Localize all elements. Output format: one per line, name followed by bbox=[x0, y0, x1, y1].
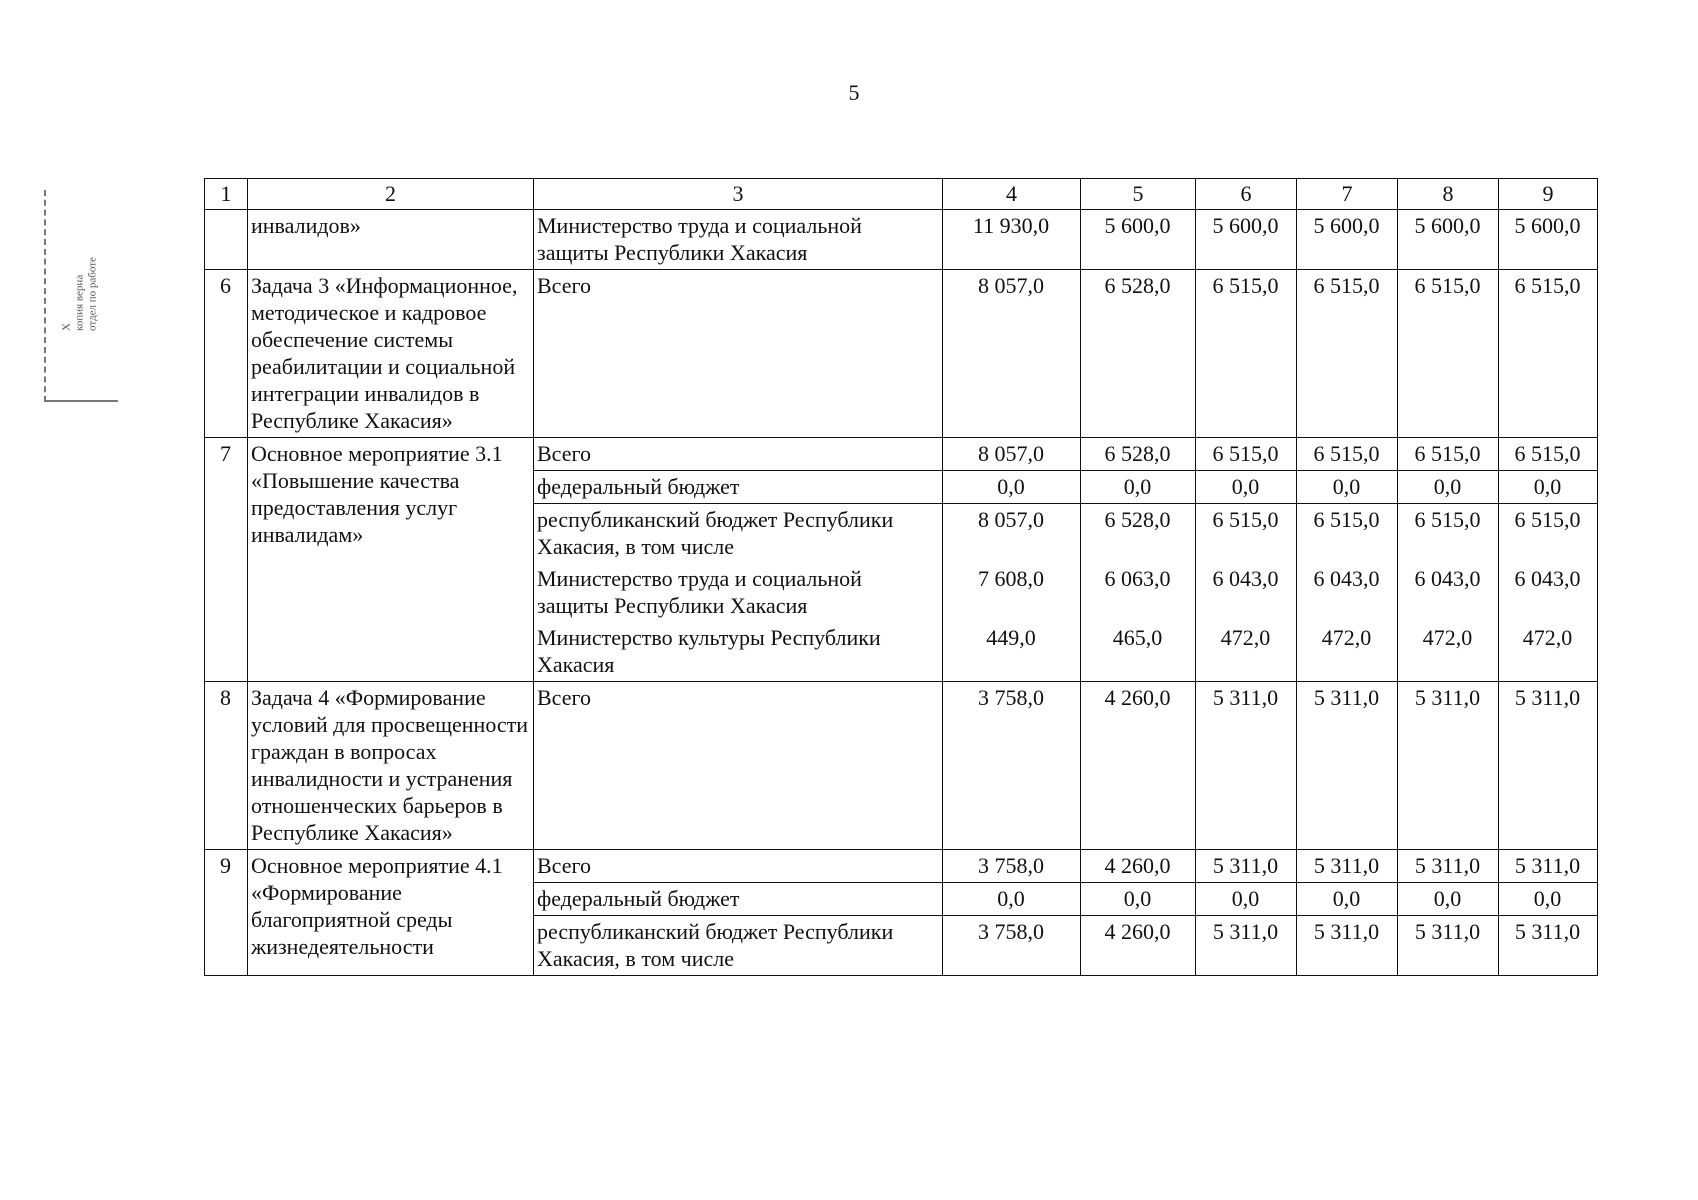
header-cell: 8 bbox=[1398, 179, 1499, 210]
value-cell: 449,0 bbox=[943, 622, 1081, 682]
table-header-row bbox=[205, 179, 1598, 210]
row-name-cell: Задача 4 «Формирование условий для просвещенности граждан в вопросах инвалидности и устранения отношенческих барьеров в Республике Хакасия» bbox=[248, 682, 534, 850]
value-cell: 3 758,0 bbox=[943, 682, 1081, 850]
value-cell: 6 515,0 bbox=[1499, 504, 1598, 564]
value-cell: 6 515,0 bbox=[1499, 438, 1598, 471]
header-cell: 9 bbox=[1499, 179, 1598, 210]
value-cell: 0,0 bbox=[1499, 883, 1598, 916]
row-name-cell: инвалидов» bbox=[248, 210, 534, 270]
row-index-cell bbox=[205, 210, 248, 270]
value-cell: 6 043,0 bbox=[1499, 563, 1598, 622]
table-row bbox=[205, 210, 1598, 270]
value-cell: 0,0 bbox=[1297, 883, 1398, 916]
value-cell: 472,0 bbox=[1297, 622, 1398, 682]
funding-source-cell: Всего bbox=[534, 438, 943, 471]
table-row bbox=[205, 682, 1598, 850]
row-index-cell: 8 bbox=[205, 682, 248, 850]
value-cell: 6 515,0 bbox=[1499, 270, 1598, 438]
value-cell: 6 515,0 bbox=[1398, 504, 1499, 564]
value-cell: 5 311,0 bbox=[1499, 916, 1598, 976]
value-cell: 5 600,0 bbox=[1398, 210, 1499, 270]
value-cell: 0,0 bbox=[943, 883, 1081, 916]
value-cell: 4 260,0 bbox=[1081, 916, 1196, 976]
value-cell: 8 057,0 bbox=[943, 270, 1081, 438]
value-cell: 6 528,0 bbox=[1081, 438, 1196, 471]
row-index-cell: 9 bbox=[205, 850, 248, 976]
funding-source-cell: Министерство труда и социальной защиты Республики Хакасия bbox=[534, 563, 943, 622]
table-row bbox=[205, 850, 1598, 883]
value-cell: 4 260,0 bbox=[1081, 682, 1196, 850]
value-cell: 6 515,0 bbox=[1196, 270, 1297, 438]
row-name-cell: Основное мероприятие 3.1 «Повышение качества предоставления услуг инвалидам» bbox=[248, 438, 534, 682]
funding-source-cell: Министерство культуры Республики Хакасия bbox=[534, 622, 943, 682]
value-cell: 6 043,0 bbox=[1196, 563, 1297, 622]
row-index-cell: 6 bbox=[205, 270, 248, 438]
header-cell: 5 bbox=[1081, 179, 1196, 210]
value-cell: 6 515,0 bbox=[1297, 438, 1398, 471]
funding-source-cell: республиканский бюджет Республики Хакасия, в том числе bbox=[534, 916, 943, 976]
value-cell: 5 600,0 bbox=[1297, 210, 1398, 270]
value-cell: 0,0 bbox=[1398, 471, 1499, 504]
value-cell: 8 057,0 bbox=[943, 438, 1081, 471]
value-cell: 0,0 bbox=[1499, 471, 1598, 504]
funding-source-cell: федеральный бюджет bbox=[534, 883, 943, 916]
budget-table bbox=[204, 178, 1598, 976]
header-cell: 3 bbox=[534, 179, 943, 210]
funding-source-cell: республиканский бюджет Республики Хакасия, в том числе bbox=[534, 504, 943, 564]
value-cell: 5 311,0 bbox=[1297, 916, 1398, 976]
value-cell: 7 608,0 bbox=[943, 563, 1081, 622]
value-cell: 5 311,0 bbox=[1499, 682, 1598, 850]
table-row bbox=[205, 270, 1598, 438]
value-cell: 0,0 bbox=[1081, 883, 1196, 916]
funding-source-cell: федеральный бюджет bbox=[534, 471, 943, 504]
header-cell: 2 bbox=[248, 179, 534, 210]
value-cell: 6 515,0 bbox=[1297, 504, 1398, 564]
table-row bbox=[205, 438, 1598, 471]
row-name-cell: Задача 3 «Информационное, методическое и кадровое обеспечение системы реабилитации и социальной интеграции инвалидов в Республике Хакасия» bbox=[248, 270, 534, 438]
value-cell: 472,0 bbox=[1196, 622, 1297, 682]
value-cell: 6 063,0 bbox=[1081, 563, 1196, 622]
value-cell: 472,0 bbox=[1398, 622, 1499, 682]
value-cell: 0,0 bbox=[1196, 471, 1297, 504]
value-cell: 465,0 bbox=[1081, 622, 1196, 682]
header-cell: 7 bbox=[1297, 179, 1398, 210]
value-cell: 3 758,0 bbox=[943, 916, 1081, 976]
value-cell: 0,0 bbox=[1081, 471, 1196, 504]
funding-source-cell: Всего bbox=[534, 850, 943, 883]
value-cell: 0,0 bbox=[1196, 883, 1297, 916]
margin-stamp bbox=[44, 190, 118, 402]
funding-source-cell: Всего bbox=[534, 682, 943, 850]
value-cell: 5 311,0 bbox=[1196, 682, 1297, 850]
value-cell: 5 600,0 bbox=[1499, 210, 1598, 270]
value-cell: 5 311,0 bbox=[1398, 682, 1499, 850]
value-cell: 6 515,0 bbox=[1196, 504, 1297, 564]
value-cell: 5 600,0 bbox=[1196, 210, 1297, 270]
funding-source-cell: Всего bbox=[534, 270, 943, 438]
value-cell: 11 930,0 bbox=[943, 210, 1081, 270]
value-cell: 5 311,0 bbox=[1398, 916, 1499, 976]
value-cell: 6 515,0 bbox=[1398, 270, 1499, 438]
value-cell: 5 311,0 bbox=[1297, 682, 1398, 850]
header-cell: 1 bbox=[205, 179, 248, 210]
header-cell: 4 bbox=[943, 179, 1081, 210]
value-cell: 5 311,0 bbox=[1398, 850, 1499, 883]
value-cell: 4 260,0 bbox=[1081, 850, 1196, 883]
value-cell: 8 057,0 bbox=[943, 504, 1081, 564]
value-cell: 6 515,0 bbox=[1196, 438, 1297, 471]
value-cell: 0,0 bbox=[943, 471, 1081, 504]
value-cell: 6 515,0 bbox=[1297, 270, 1398, 438]
value-cell: 5 311,0 bbox=[1196, 916, 1297, 976]
value-cell: 0,0 bbox=[1297, 471, 1398, 504]
value-cell: 5 311,0 bbox=[1196, 850, 1297, 883]
row-name-cell: Основное мероприятие 4.1 «Формирование благоприятной среды жизнедеятельности bbox=[248, 850, 534, 976]
value-cell: 5 311,0 bbox=[1297, 850, 1398, 883]
value-cell: 6 515,0 bbox=[1398, 438, 1499, 471]
value-cell: 6 043,0 bbox=[1297, 563, 1398, 622]
page-number: 5 bbox=[848, 80, 860, 105]
value-cell: 472,0 bbox=[1499, 622, 1598, 682]
row-index-cell: 7 bbox=[205, 438, 248, 682]
margin-stamp-text: Х копия верна отдел по работе bbox=[60, 257, 99, 331]
value-cell: 6 043,0 bbox=[1398, 563, 1499, 622]
header-cell: 6 bbox=[1196, 179, 1297, 210]
value-cell: 6 528,0 bbox=[1081, 504, 1196, 564]
value-cell: 3 758,0 bbox=[943, 850, 1081, 883]
value-cell: 6 528,0 bbox=[1081, 270, 1196, 438]
funding-source-cell: Министерство труда и социальной защиты Республики Хакасия bbox=[534, 210, 943, 270]
value-cell: 0,0 bbox=[1398, 883, 1499, 916]
value-cell: 5 311,0 bbox=[1499, 850, 1598, 883]
value-cell: 5 600,0 bbox=[1081, 210, 1196, 270]
